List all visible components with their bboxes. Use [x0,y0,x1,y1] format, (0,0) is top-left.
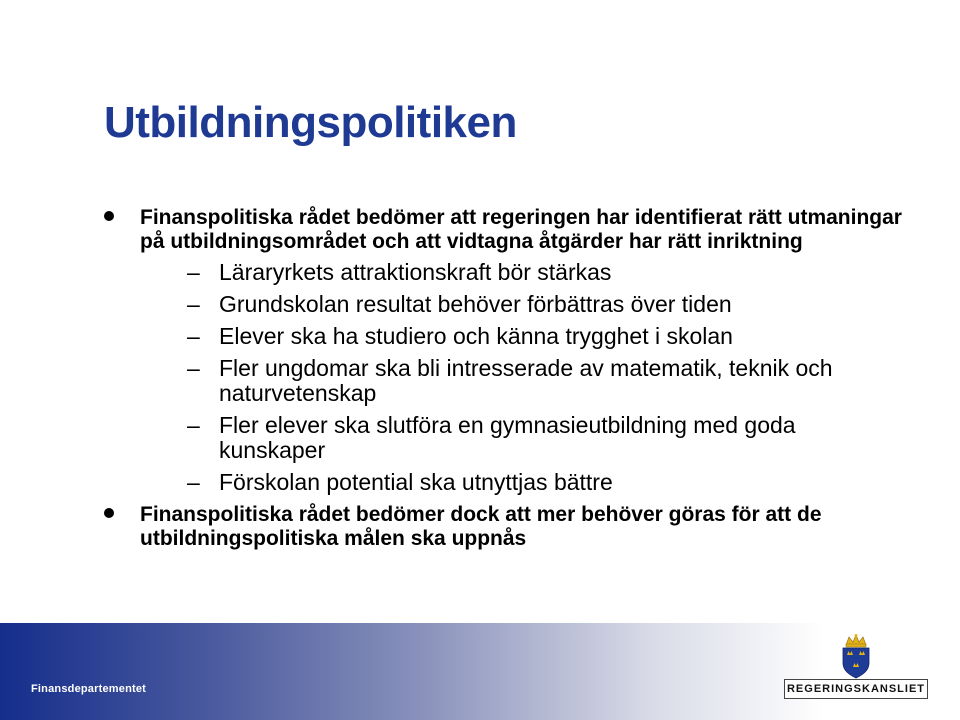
dash-icon: – [187,259,200,285]
slide-content [104,206,904,551]
dash-icon: – [187,323,200,349]
logo-frame [784,679,928,699]
bullet-text: Finanspolitiska rådet bedömer att regeringen har identifierat rätt utmaningar på utbildningsområdet och att vidtagna åtgärder har rätt inriktning [140,206,902,253]
sub-item [140,413,904,463]
dash-icon: – [187,291,200,317]
logo-text: REGERINGSKANSLIET [786,683,925,695]
sub-item-text: Grundskolan resultat behöver förbättras över tiden [219,291,732,317]
dash-icon: – [187,412,200,438]
bullet-dot-icon [104,508,114,518]
sub-item-text: Fler ungdomar ska bli intresserade av matematik, teknik och naturvetenskap [219,355,833,406]
bullet-text: Finanspolitiska rådet bedömer dock att mer behöver göras för att de utbildningspolitiska målen ska uppnås [140,503,822,550]
sub-item [140,356,904,406]
bullet-dot-icon [104,211,114,221]
sub-item-text: Läraryrkets attraktionskraft bör stärkas [219,259,612,285]
dash-icon: – [187,355,200,381]
footer-department: Finansdepartementet [31,683,147,695]
sub-item [140,324,904,349]
sub-item-text: Elever ska ha studiero och känna trygghet i skolan [219,323,733,349]
dash-icon: – [187,469,200,495]
sub-item [140,470,904,495]
swedish-coat-of-arms-icon [838,633,874,679]
sub-item [140,260,904,285]
regeringskansliet-logo [782,631,932,701]
sub-item-text: Förskolan potential ska utnyttjas bättre [219,469,613,495]
sub-list [140,260,904,495]
bullet-item [104,503,904,551]
sub-item [140,292,904,317]
sub-item-text: Fler elever ska slutföra en gymnasieutbildning med goda kunskaper [219,412,796,463]
bullet-item [104,206,904,495]
slide-title: Utbildningspolitiken [104,98,517,147]
